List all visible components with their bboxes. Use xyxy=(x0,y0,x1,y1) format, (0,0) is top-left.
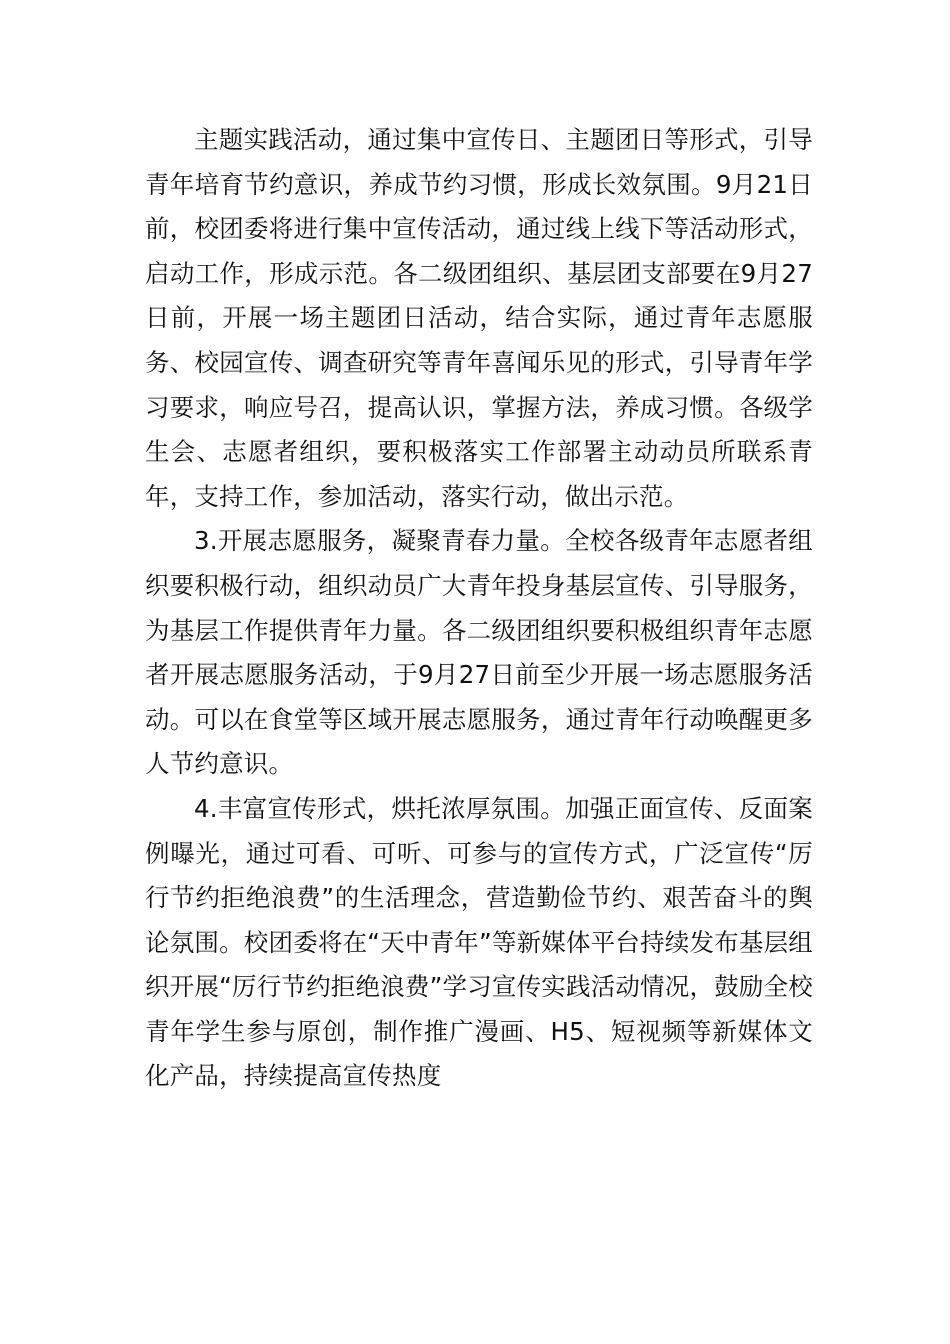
paragraph-theme-practice: 主题实践活动，通过集中宣传日、主题团日等形式，引导青年培育节约意识，养成节约习惯，形成长效氛围。9月21日前，校团委将进行集中宣传活动，通过线上线下等活动形式，启动工作，形成示范。各二级团组织、基层团支部要在9月27日前，开展一场主题团日活动，结合实际，通过青年志愿服务、校园宣传、调查研究等青年喜闻乐见的形式，引导青年学习要求，响应号召，提高认识，掌握方法，养成习惯。各级学生会、志愿者组织，要积极落实工作部署主动动员所联系青年，支持工作，参加活动，落实行动，做出示范。 xyxy=(145,125,813,511)
paragraph-publicity-forms: 4.丰富宣传形式，烘托浓厚氛围。加强正面宣传、反面案例曝光，通过可看、可听、可参与的宣传方式，广泛宣传“厉行节约拒绝浪费”的生活理念，营造勤俭节约、艰苦奋斗的舆论氛围。校团委将在“天中青年”等新媒体平台持续发布基层组织开展“厉行节约拒绝浪费”学习宣传实践活动情况，鼓励全校青年学生参与原创，制作推广漫画、H5、短视频等新媒体文化产品，持续提高宣传热度 xyxy=(145,793,813,1091)
paragraph-volunteer-service: 3.开展志愿服务，凝聚青春力量。全校各级青年志愿者组织要积极行动，组织动员广大青年投身基层宣传、引导服务，为基层工作提供青年力量。各二级团组织要积极组织青年志愿者开展志愿服务活动，于9月27日前至少开展一场志愿服务活动。可以在食堂等区域开展志愿服务，通过青年行动唤醒更多人节约意识。 xyxy=(145,526,813,779)
document-body xyxy=(145,118,813,1099)
